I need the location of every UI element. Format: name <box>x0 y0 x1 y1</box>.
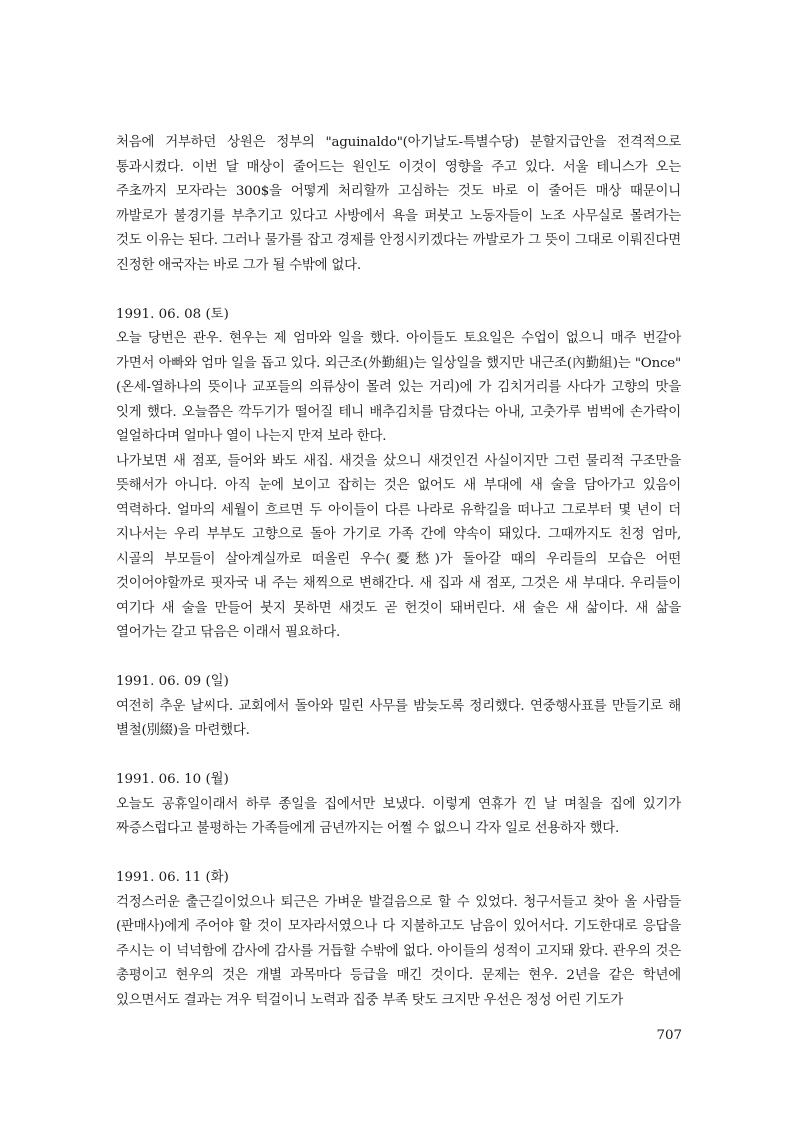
entry-paragraph: 오늘 당번은 관우. 현우는 제 엄마와 일을 했다. 아이들도 토요일은 수업이 없으니 매주 번갈아 가면서 아빠와 엄마 일을 돕고 있다. 외근조(外勤組)는 일상일을 했지만 내근조(內勤組)는 "Once"(온세-열하나의 뜻이나 교포들의 의류상이 몰려 있는 거리)에 가 김치거리를 사다가 고향의 맛을 잇게 했다. 오늘쯤은 깍두기가 떨어질 테니 배추김치를 담겼다는 아내, 고춧가루 범벅에 손가락이 얼얼하다며 얼마나 열이 나는지 만져 보라 한다. <box>116 331 681 444</box>
entry-paragraph: 걱정스러운 출근길이었으나 퇴근은 가벼운 발걸음으로 할 수 있었다. 청구서들고 찾아 올 사람들(판매사)에게 주어야 할 것이 모자라서였으나 다 지불하고도 남음이 있어서다. 기도한대로 응답을 주시는 이 넉넉함에 감사에 감사를 거듭할 수밖에 없다. 아이들의 성적이 고지돼 왔다. 관우의 것은 총평이고 현우의 것은 개별 과목마다 등급을 매긴 것이다. 문제는 현우. 2년을 같은 학년에 있으면서도 결과는 겨우 턱걸이니 노력과 집중 부족 탓도 크지만 우선은 정성 어린 기도가 <box>116 894 681 1008</box>
intro-paragraph: 처음에 거부하던 상원은 정부의 "aguinaldo"(아기날도-특별수당) 분할지급안을 전격적으로 통과시켰다. 이번 달 매상이 줄어드는 원인도 이것이 영향을 주고 있다. 서울 테니스가 오는 주초까지 모자라는 300$을 어떻게 처리할까 고심하는 것도 바로 이 줄어든 매상 때문이니 까발로가 불경기를 부추기고 있다고 사방에서 욕을 퍼붓고 노동자들이 노조 사무실로 몰려가는 것도 이유는 된다. 그러나 물가를 잡고 경제를 안정시키겠다는 까발로가 그 뜻이 그대로 이뤄진다면 진정한 애국자는 바로 그가 될 수밖에 없다. <box>116 135 681 273</box>
page-number: 707 <box>656 1028 682 1043</box>
entry-paragraph: 나가보면 새 점포, 들어와 봐도 새집. 새것을 샀으니 새것인건 사실이지만 그런 물리적 구조만을 뜻해서가 아니다. 아직 눈에 보이고 잡히는 것은 없어도 새 부대에 새 술을 담아가고 있음이 역력하다. 얼마의 세월이 흐르면 두 아이들이 다른 나라로 유학길을 떠나고 그로부터 몇 년이 더 지나서는 우리 부부도 고향으로 돌아 가기로 가족 간에 약속이 돼있다. 그때까지도 친정 엄마, 시골의 부모들이 살아계실까로 떠올린 우수(憂愁)가 돌아갈 때의 우리들의 모습은 어떤 것이어야할까로 핏자국 내 주는 채찍으로 변해간다. 새 집과 새 점포, 그것은 새 부대다. 우리들이 여기다 새 술을 만들어 붓지 못하면 새것도 곧 헌것이 돼버린다. 새 술은 새 삶이다. 새 삶을 열어가는 갈고 닦음은 이래서 필요하다. <box>116 453 681 640</box>
entry-paragraph: 오늘도 공휴일이래서 하루 종일을 집에서만 보냈다. 이렇게 연휴가 낀 날 며칠을 집에 있기가 짜증스럽다고 불평하는 가족들에게 금년까지는 어쩔 수 없으니 각자 일로 선용하자 했다. <box>116 796 681 836</box>
diary-entry <box>116 303 681 646</box>
spacer <box>116 842 681 867</box>
diary-entry <box>116 866 681 1013</box>
entry-paragraph: 여전히 추운 날씨다. 교회에서 돌아와 밀린 사무를 밤늦도록 정리했다. 연중행사표를 만들기로 해 별철(別綴)을 마련했다. <box>116 698 681 738</box>
entry-date: 1991. 06. 08 (토) <box>116 306 229 322</box>
diary-entry <box>116 670 681 744</box>
spacer <box>116 646 681 671</box>
spacer <box>116 278 681 303</box>
page-body <box>116 131 681 1013</box>
spacer <box>116 744 681 769</box>
diary-entry <box>116 768 681 842</box>
entry-date: 1991. 06. 10 (월) <box>116 772 229 787</box>
entry-date: 1991. 06. 09 (일) <box>116 674 229 689</box>
entry-date: 1991. 06. 11 (화) <box>116 870 229 885</box>
